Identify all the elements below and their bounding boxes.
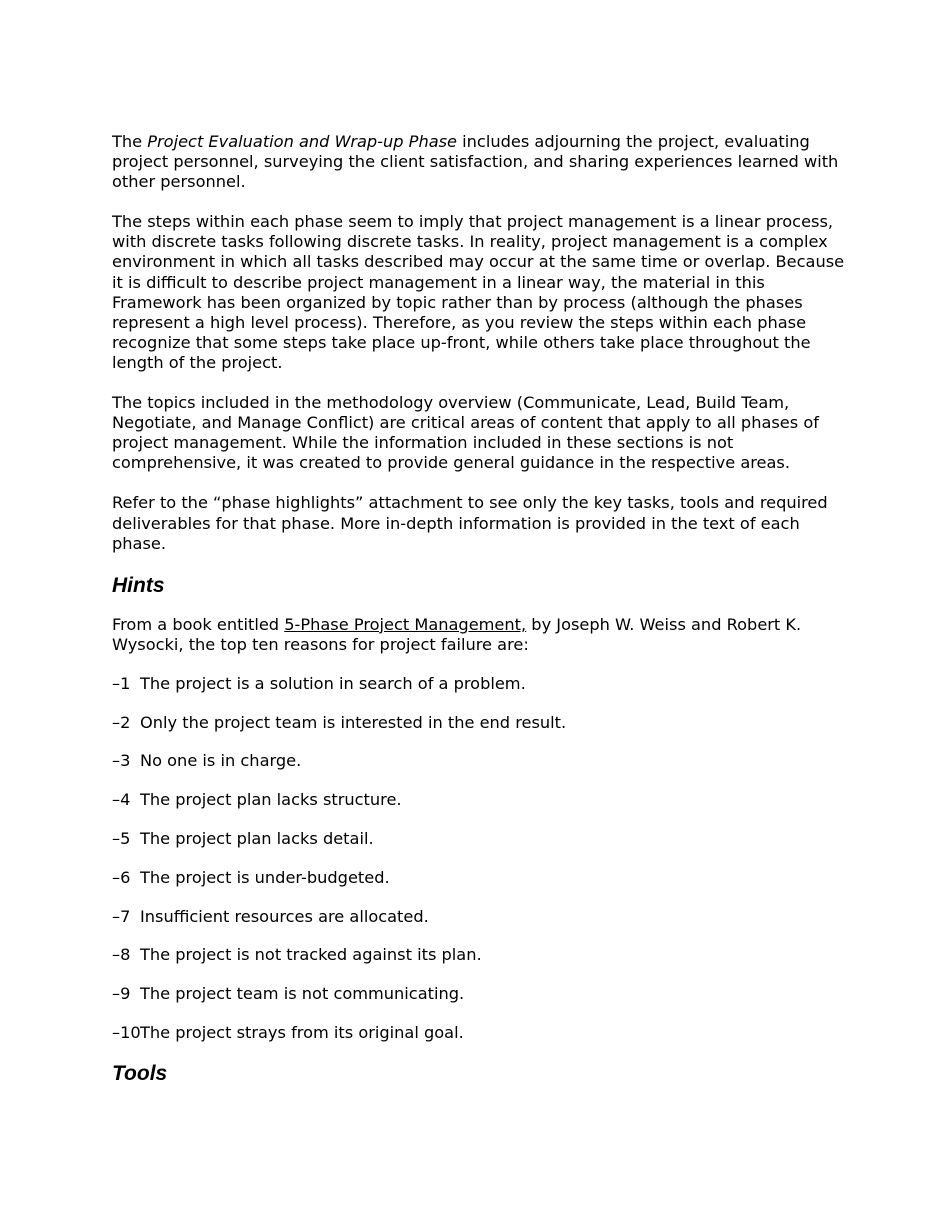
list-item-number: –4 [112,790,131,810]
list-item [112,790,847,810]
list-item [112,945,847,965]
list-item-text: The project plan lacks detail. [140,829,374,849]
list-item-text: The project is a solution in search of a problem. [140,673,526,693]
list-item-text: The project plan lacks structure. [140,790,402,810]
list-item [112,907,847,927]
list-item-number: –5 [112,829,131,849]
paragraph-prefix: The [112,132,148,151]
list-item-number: –7 [112,906,131,926]
list-item-number: –1 [112,673,131,693]
list-item-number: –3 [112,751,131,771]
book-title-link[interactable]: 5-Phase Project Management, [284,614,527,634]
list-item-number: –6 [112,867,131,887]
failure-reasons-list [112,674,847,1043]
hints-intro [112,615,847,655]
list-item-text: The project strays from its original goal. [140,1023,464,1043]
list-item-text: Insufficient resources are allocated. [140,906,429,926]
phase-name-emphasis: Project Evaluation and Wrap-up Phase [147,132,458,151]
hints-intro-rest: by Joseph W. Weiss and Robert K. Wysocki, the top ten reasons for project failure are: [112,614,802,654]
list-item [112,1023,847,1043]
tools-heading: Tools [112,1061,168,1085]
list-item-number: –2 [112,712,131,732]
list-item [112,674,847,694]
list-item-number: –8 [112,945,131,965]
list-item-number: –10 [112,1023,141,1043]
list-item-text: The project team is not communicating. [140,984,465,1004]
list-item [112,751,847,771]
list-item-number: –9 [112,984,131,1004]
paragraph-linear-process: The steps within each phase seem to imply that project management is a linear process, with discrete tasks following discrete tasks. In reality, project management is a complex environment in which all tasks described may occur at the same time or overlap. Because it is difficult to describe project management in a linear way, the material in this Framework has been organized by topic rather than by process (although the phases represent a high level process). Therefore, as you review the steps within each phase recognize that some steps take place up-front, while others take place throughout the length of the project. [112,212,845,372]
paragraph-phase-highlights: Refer to the “phase highlights” attachment to see only the key tasks, tools and required deliverables for that phase. More in-depth information is provided in the text of each phase. [112,493,828,553]
list-item [112,984,847,1004]
list-item [112,868,847,888]
hints-intro-prefix: From a book entitled [112,614,285,634]
list-item [112,713,847,733]
list-item [112,829,847,849]
list-item-text: The project is not tracked against its plan. [140,945,482,965]
list-item-text: The project is under-budgeted. [140,867,390,887]
list-item-text: Only the project team is interested in the end result. [140,712,567,732]
paragraph-wrapup-phase [112,132,847,192]
hints-heading: Hints [112,573,165,597]
document-page [112,132,847,1086]
paragraph-methodology-topics: The topics included in the methodology overview (Communicate, Lead, Build Team, Negotiate, and Manage Conflict) are critical areas of content that apply to all phases of project management. While the information included in these sections is not comprehensive, it was created to provide general guidance in the respective areas. [112,393,819,473]
paragraph-rest: includes adjourning the project, evaluating project personnel, surveying the client satisfaction, and sharing experiences learned with other personnel. [112,132,839,192]
list-item-text: No one is in charge. [140,751,302,771]
